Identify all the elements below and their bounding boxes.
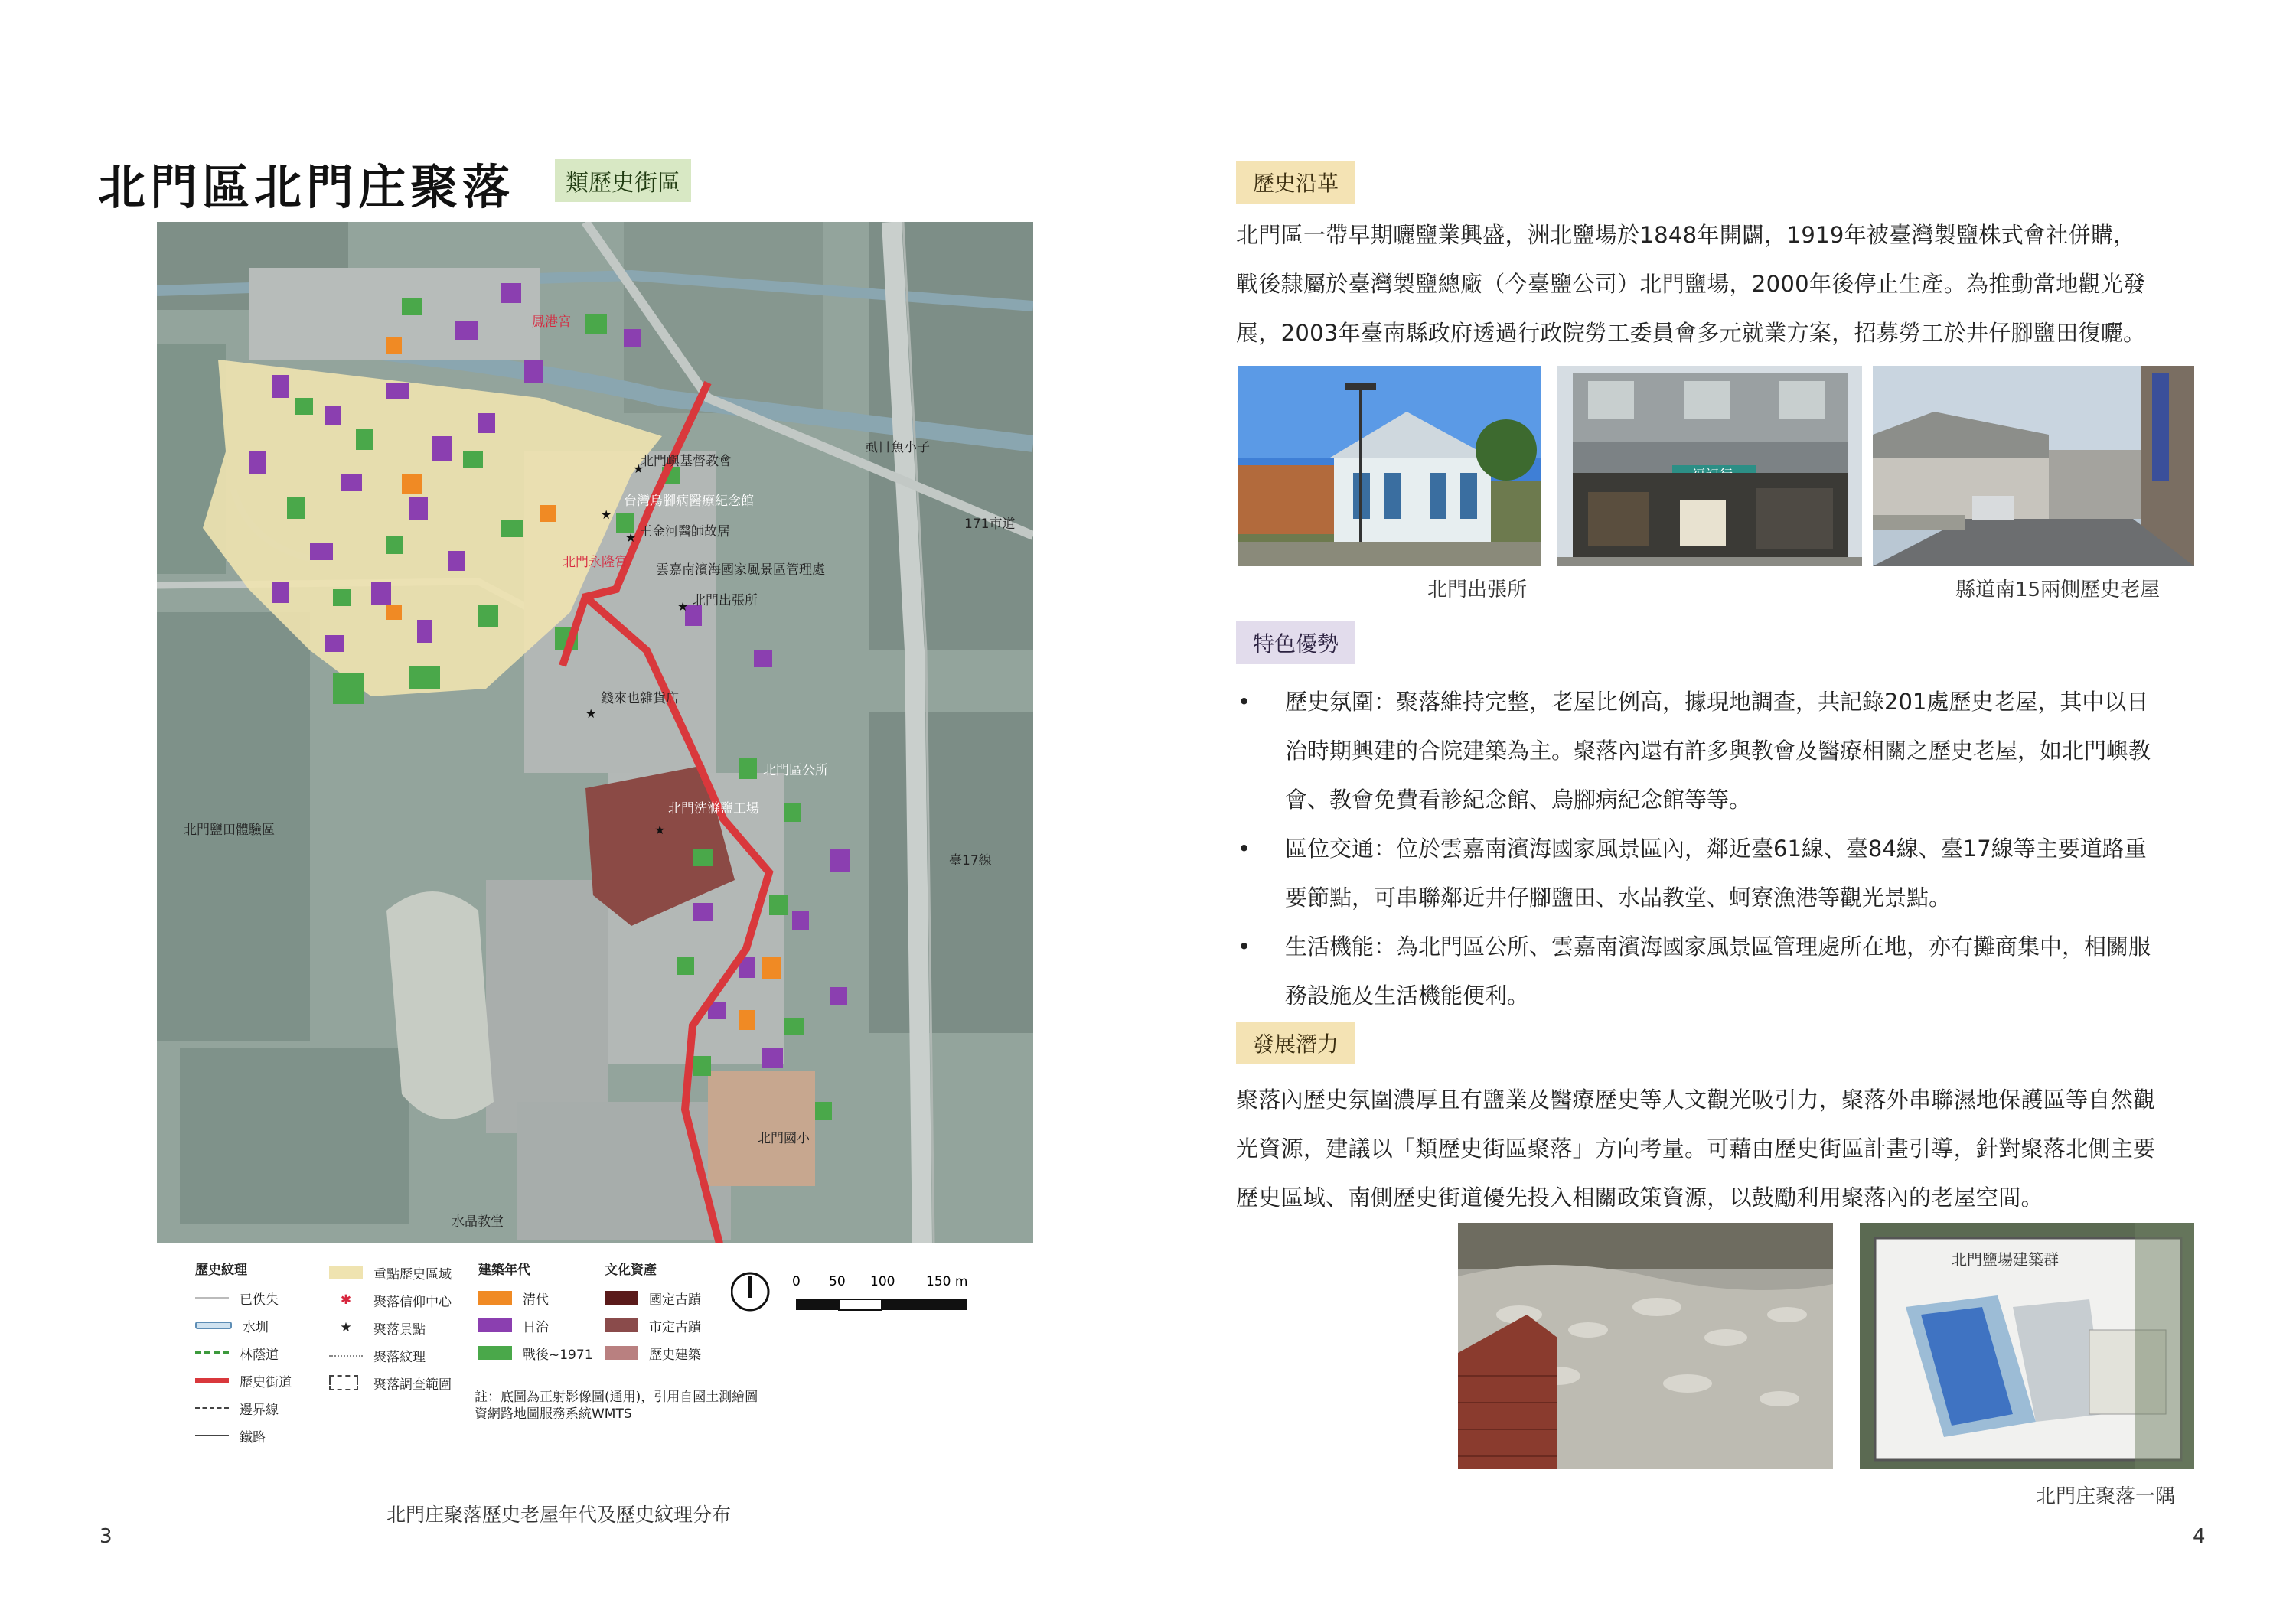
legend-era-title: 建築年代	[478, 1263, 530, 1278]
map-label-road17: 臺17線	[949, 853, 992, 869]
potential-paragraph	[1236, 1075, 2200, 1222]
potential-line: 聚落內歷史氛圍濃厚且有鹽業及醫療歷史等人文觀光吸引力，聚落外串聯濕地保護區等自然觀	[1236, 1087, 2156, 1113]
svg-text:★: ★	[633, 461, 644, 476]
caption-settlement-corner: 北門庄聚落一隅	[2036, 1485, 2176, 1508]
history-tag: 歷史沿革	[1236, 161, 1355, 204]
svg-text:★: ★	[654, 823, 666, 837]
legend-item-qing: 清代	[478, 1284, 593, 1312]
potential-tag: 發展潛力	[1236, 1022, 1355, 1064]
settlement-map	[157, 222, 1033, 1243]
legend-item-survey-range: 聚落調查範圍	[329, 1369, 452, 1396]
caption-street: 縣道南15兩側歷史老屋	[1955, 578, 2161, 601]
svg-text:★: ★	[601, 507, 612, 522]
map-label-temple-mid: 北門永隆宮	[563, 555, 628, 570]
photo-shopfront	[1557, 366, 1862, 566]
map-label-temple-top: 鳳港宮	[532, 314, 571, 330]
map-label-crystal-church: 水晶教堂	[452, 1214, 504, 1230]
north-arrow-icon	[731, 1263, 1037, 1324]
map-label-memorial: 台灣烏腳病醫療紀念館	[624, 494, 754, 509]
legend-item-national: 國定古蹟	[605, 1284, 701, 1312]
legend-item-railway: 鐵路	[195, 1422, 292, 1449]
map-label-wang-house: 王金河醫師故居	[639, 524, 730, 539]
history-line: 戰後隸屬於臺灣製鹽總廠（今臺鹽公司）北門鹽場，2000年後停止生產。為推動當地觀光發	[1236, 271, 2146, 297]
legend-item-attraction: ★ 聚落景點	[340, 1320, 426, 1338]
page-number-right: 4	[2193, 1525, 2206, 1548]
svg-text:★: ★	[585, 706, 597, 721]
bullet-dot: •	[1238, 934, 1251, 960]
legend-era-group	[478, 1259, 593, 1367]
map-label-road171: 171市道	[964, 517, 1016, 532]
history-paragraph	[1236, 210, 2200, 357]
features-list	[1236, 677, 2197, 1020]
history-line: 展，2003年臺南縣政府透過行政院勞工委員會多元就業方案，招募勞工於井仔腳鹽田復曬。	[1236, 320, 2146, 346]
sign-board-title: 北門鹽場建築群	[1952, 1250, 2059, 1269]
map-label-shop: 虱目魚小子	[865, 440, 930, 455]
category-tag: 類歷史街區	[555, 159, 691, 202]
map-label-store: 錢來也雜貨店	[601, 691, 679, 706]
legend-item-japanese: 日治	[478, 1312, 593, 1339]
map-label-district-office: 北門區公所	[763, 763, 828, 778]
photo-sign-board	[1860, 1223, 2194, 1469]
legend-item-boundary: 邊界線	[195, 1394, 292, 1422]
map-label-office: 北門出張所	[693, 593, 758, 608]
legend-item-historic-street: 歷史街道	[195, 1367, 292, 1394]
legend-item-city: 市定古蹟	[605, 1312, 701, 1339]
legend-item-historic-building: 歷史建築	[605, 1339, 701, 1367]
caption-office: 北門出張所	[1427, 578, 1528, 601]
map-label-school: 北門國小	[758, 1131, 810, 1146]
list-item: • 歷史氛圍：聚落維持完整，老屋比例高，據現地調查，共記錄201處歷史老屋，其中以日 治時期興建的合院建築為主。聚落內還有許多與教會及醫療相關之歷史老屋，如北門嶼教 會、教會免費看診紀念館、烏腳病紀念館等等。	[1236, 677, 2197, 824]
svg-text:★: ★	[677, 599, 689, 614]
potential-line: 歷史區域、南側歷史街道優先投入相關政策資源，以鼓勵利用聚落內的老屋空間。	[1236, 1185, 2043, 1211]
legend-texture-group	[195, 1259, 292, 1449]
history-line: 北門區一帶早期曬鹽業興盛，洲北鹽場於1848年開闢，1919年被臺灣製鹽株式會社併購，	[1236, 222, 2136, 248]
map-label-salt-factory: 北門洗滌鹽工場	[668, 801, 759, 816]
map-caption: 北門庄聚落歷史老屋年代及歷史紋理分布	[386, 1504, 732, 1526]
legend-item-postwar: 戰後~1971	[478, 1339, 593, 1367]
photo-street	[1873, 366, 2194, 566]
map-label-admin: 雲嘉南濱海國家風景區管理處	[656, 562, 825, 578]
scale-label-50: 50	[829, 1274, 846, 1289]
legend-heritage-group	[605, 1259, 701, 1367]
scale-label-0: 0	[792, 1274, 801, 1289]
list-item: • 生活機能：為北門區公所、雲嘉南濱海國家風景區管理處所在地，亦有攤商集中，相關服 務設施及生活機能便利。	[1236, 922, 2197, 1020]
legend-item-historic-area: 重點歷史區域	[329, 1259, 452, 1286]
map-label-church: 北門嶼基督教會	[641, 454, 732, 469]
legend-item-faith-center: ✱ 聚落信仰中心	[340, 1292, 452, 1310]
map-label-salt-field: 北門鹽田體驗區	[184, 823, 275, 838]
legend-area-group	[329, 1259, 452, 1396]
map-svg	[157, 222, 1033, 1243]
legend-item-lost: 已佚失	[195, 1284, 292, 1312]
legend-item-tree-road: 林蔭道	[195, 1339, 292, 1367]
features-tag: 特色優勢	[1236, 621, 1355, 664]
map-note: 註：底圖為正射影像圖(通用)，引用自國土測繪圖資網路地圖服務系統WMTS	[475, 1390, 758, 1422]
svg-text:★: ★	[625, 530, 637, 545]
potential-line: 光資源，建議以「類歷史街區聚落」方向考量。可藉由歷史街區計畫引導，針對聚落北側主要	[1236, 1136, 2156, 1162]
page-number-left: 3	[99, 1525, 113, 1548]
photo-office	[1238, 366, 1541, 566]
legend-heritage-title: 文化資產	[605, 1263, 657, 1278]
list-item: • 區位交通：位於雲嘉南濱海國家風景區內，鄰近臺61線、臺84線、臺17線等主要道路重 要節點，可串聯鄰近井仔腳鹽田、水晶教堂、蚵寮漁港等觀光景點。	[1236, 824, 2197, 922]
bullet-dot: •	[1238, 689, 1251, 715]
legend-item-canal: 水圳	[195, 1312, 292, 1339]
legend-item-texture: 聚落紋理	[329, 1341, 452, 1369]
scale-label-100: 100	[870, 1274, 895, 1289]
scale-bar	[731, 1263, 1037, 1324]
legend-texture-title: 歷史紋理	[195, 1263, 247, 1278]
bullet-dot: •	[1238, 836, 1251, 862]
page-title: 北門區北門庄聚落	[98, 159, 515, 215]
photo-oyster-shells	[1458, 1223, 1833, 1469]
scale-label-150: 150 m	[926, 1274, 968, 1289]
